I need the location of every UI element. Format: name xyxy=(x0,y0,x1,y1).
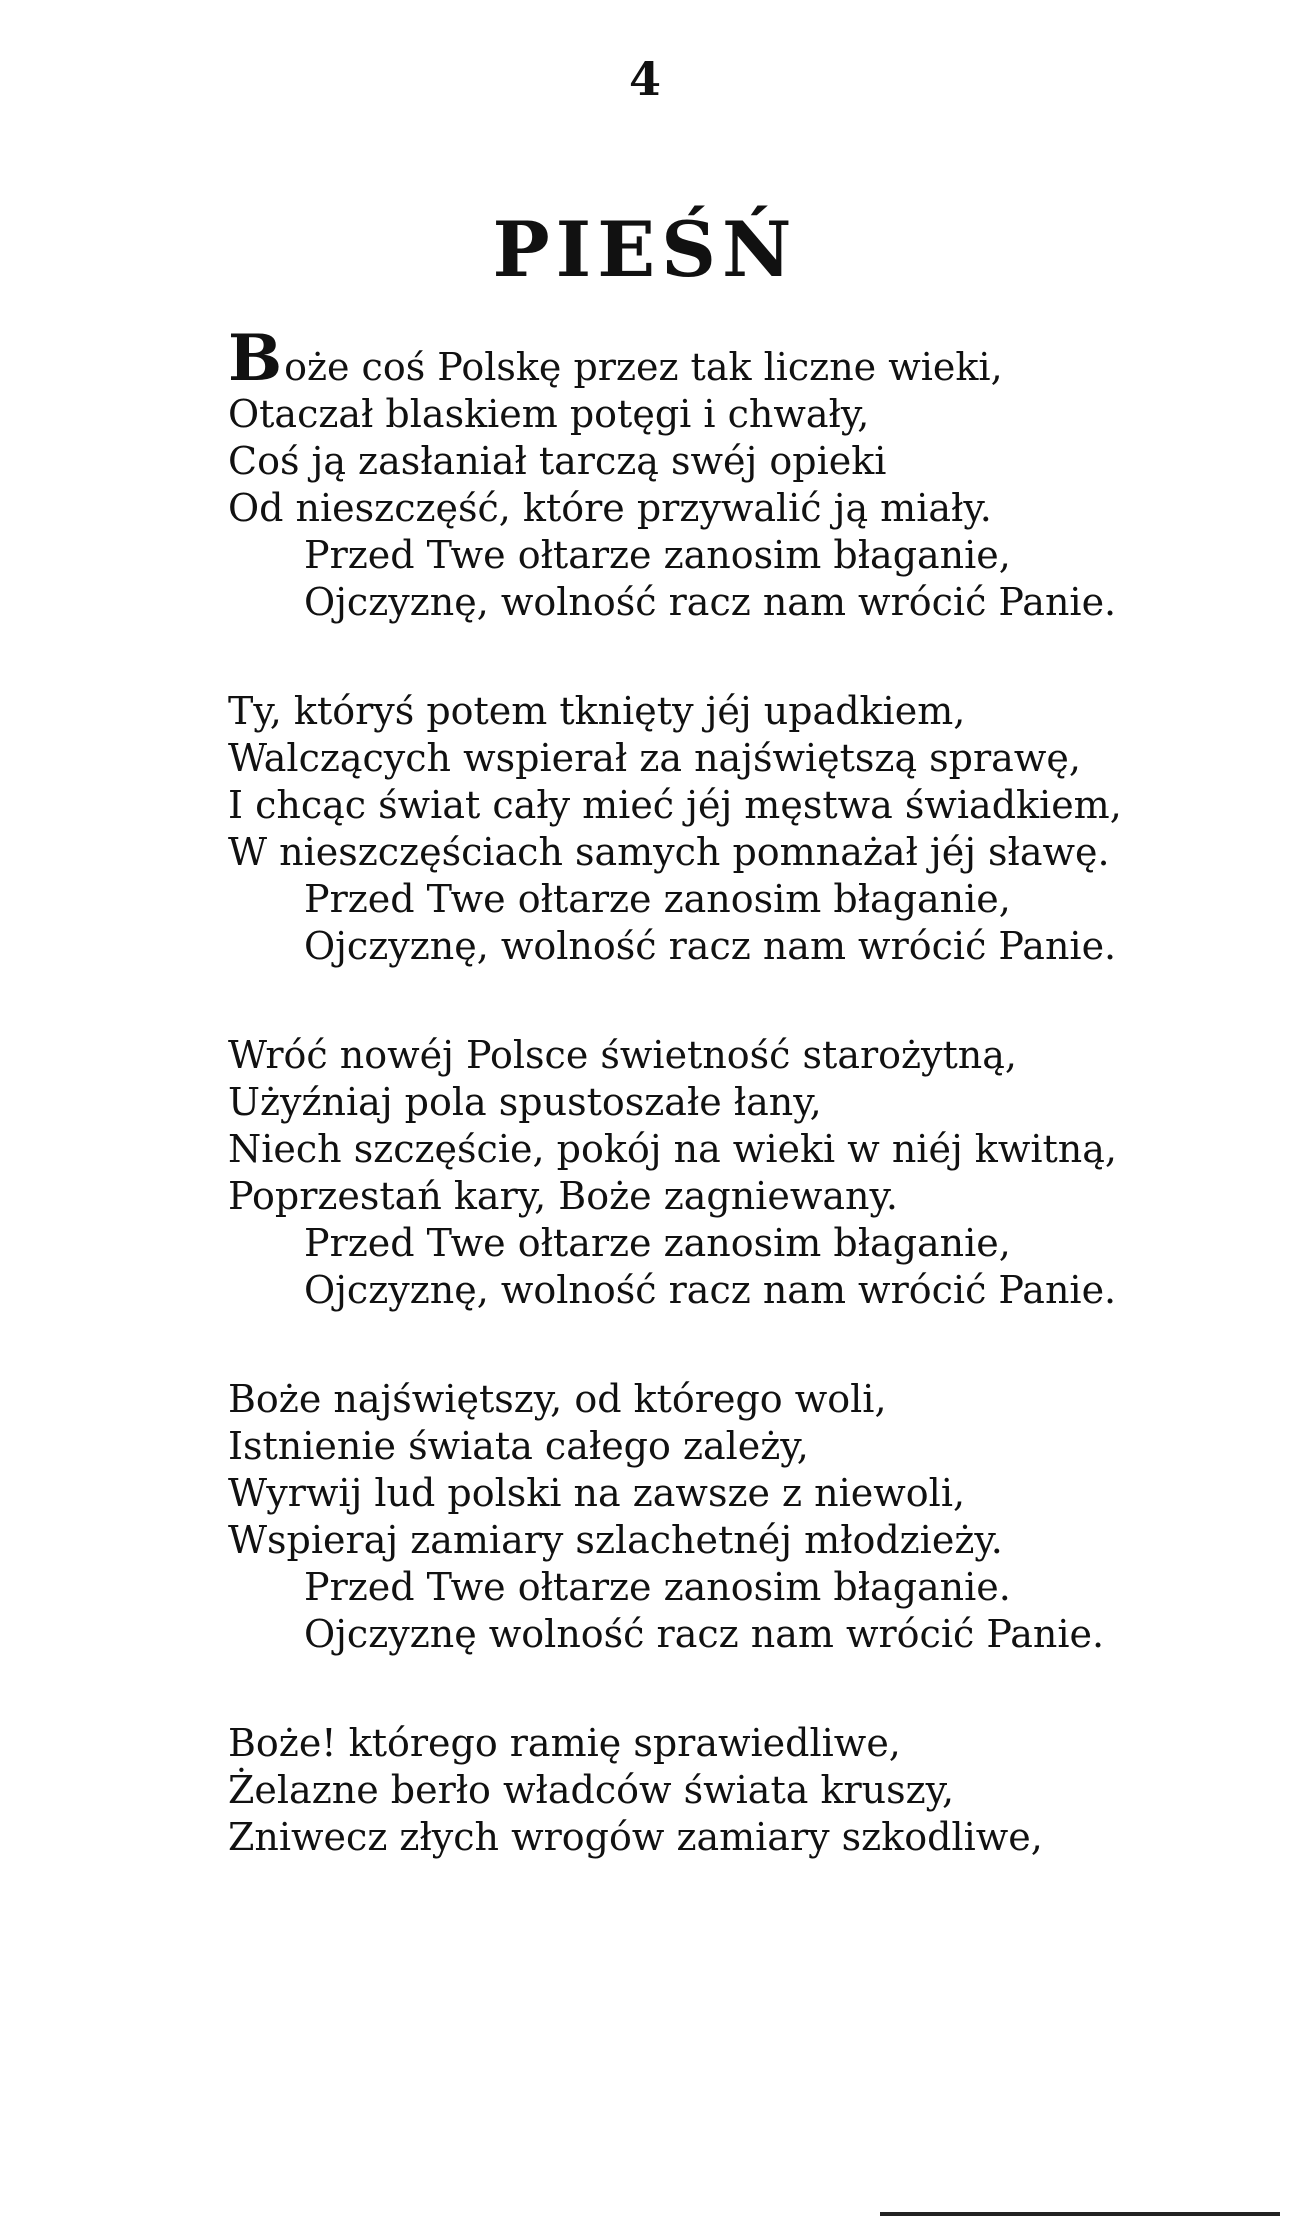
refrain-line: Przed Twe ołtarze zanosim błaganie. xyxy=(304,1565,1011,1609)
stanza-4 xyxy=(228,1376,1238,1658)
poem-line: Żelazne berło władców świata kruszy, xyxy=(228,1768,955,1812)
poem-line: Boże najświętszy, od którego woli, xyxy=(228,1377,887,1421)
poem-line: Boże! którego ramię sprawiedliwe, xyxy=(228,1721,901,1765)
poem-line: Walczących wspierał za najświętszą sprawę, xyxy=(228,736,1081,780)
poem-line: Wyrwij lud polski na zawsze z niewoli, xyxy=(228,1471,966,1515)
drop-initial: B xyxy=(228,321,283,396)
poem-line xyxy=(228,321,1238,396)
refrain-line: Ojczyznę, wolność racz nam wrócić Panie. xyxy=(304,1268,1117,1312)
refrain-line: Przed Twe ołtarze zanosim błaganie, xyxy=(304,533,1011,577)
refrain-line: Przed Twe ołtarze zanosim błaganie, xyxy=(304,877,1011,921)
poem-line: Poprzestań kary, Boże zagniewany. xyxy=(228,1174,898,1218)
poem-line: W nieszczęściach samych pomnażał jéj sławę. xyxy=(228,830,1110,874)
poem-line: Użyźniaj pola spustoszałe łany, xyxy=(228,1080,822,1124)
poem-line: Niech szczęście, pokój na wieki w niéj kwitną, xyxy=(228,1127,1117,1171)
refrain-line: Ojczyznę wolność racz nam wrócić Panie. xyxy=(304,1612,1105,1656)
poem-line: Istnienie świata całego zależy, xyxy=(228,1424,809,1468)
poem-line: I chcąc świat cały mieć jéj męstwa świadkiem, xyxy=(228,783,1122,827)
page-bottom-rule xyxy=(880,2212,1280,2216)
poem-line: Otaczał blaskiem potęgi i chwały, xyxy=(228,392,870,436)
stanza-1 xyxy=(228,321,1238,626)
poem-line: Wróć nowéj Polsce świetność starożytną, xyxy=(228,1033,1017,1077)
poem-line: Wspieraj zamiary szlachetnéj młodzieży. xyxy=(228,1518,1003,1562)
stanza-5 xyxy=(228,1720,1238,1861)
poem-title: PIEŚŃ xyxy=(492,205,798,294)
page-number: 4 xyxy=(628,52,661,106)
poem-line: Od nieszczęść, które przywalić ją miały. xyxy=(228,486,992,530)
refrain-line: Przed Twe ołtarze zanosim błaganie, xyxy=(304,1221,1011,1265)
poem-line: Ty, któryś potem tknięty jéj upadkiem, xyxy=(228,689,966,733)
poem-line: Coś ją zasłaniał tarczą swéj opieki xyxy=(228,439,887,483)
stanza-2 xyxy=(228,688,1238,970)
poem-line-text: oże coś Polskę przez tak liczne wieki, xyxy=(284,345,1003,389)
poem-line: Zniwecz złych wrogów zamiary szkodliwe, xyxy=(228,1815,1043,1859)
stanza-3 xyxy=(228,1032,1238,1314)
refrain-line: Ojczyznę, wolność racz nam wrócić Panie. xyxy=(304,580,1117,624)
refrain-line: Ojczyznę, wolność racz nam wrócić Panie. xyxy=(304,924,1117,968)
poem-body xyxy=(228,321,1238,1923)
